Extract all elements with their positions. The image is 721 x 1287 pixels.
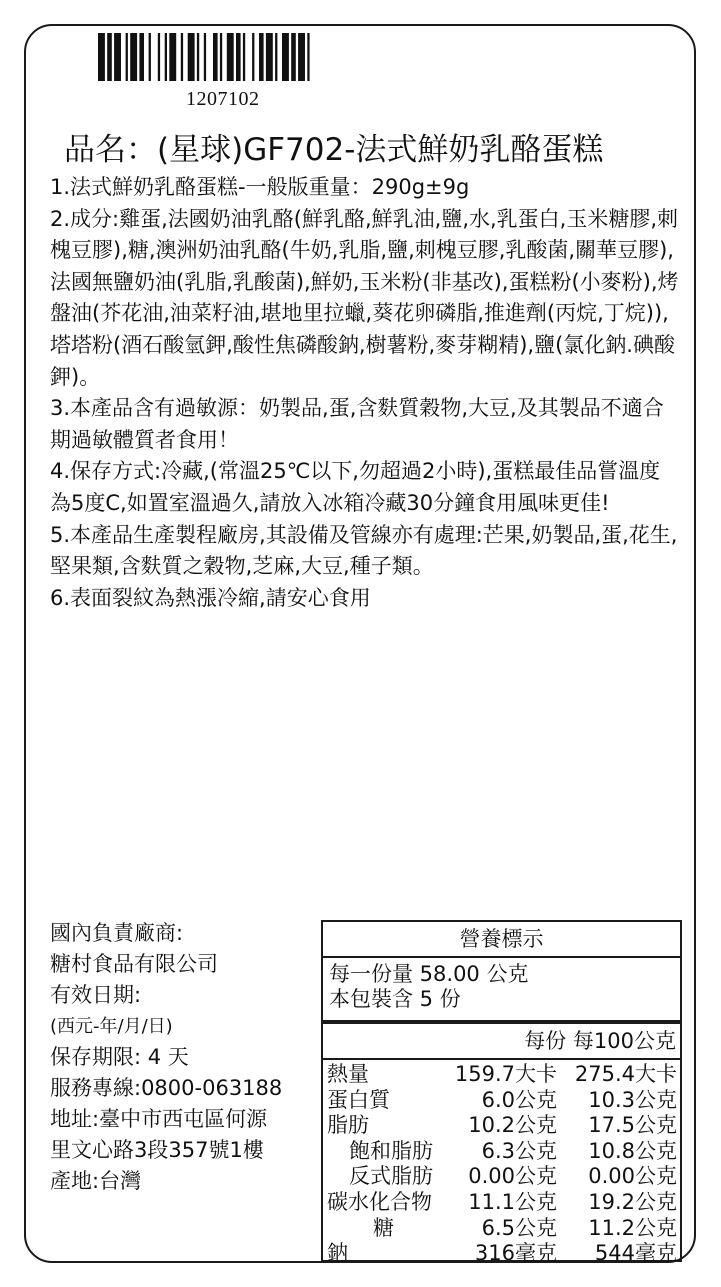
shelf-life: 保存期限: 4 天 [50, 1045, 189, 1069]
barcode-bar [197, 33, 199, 81]
barcode-bar [114, 33, 121, 81]
barcode-bar [236, 33, 241, 81]
manufacturer-label: 國內負責廠商: [50, 921, 184, 945]
expiry-label: 有效日期: [50, 983, 142, 1007]
nutrient-per-100g: 11.2公克 [588, 1215, 677, 1240]
servings-per-pack: 本包裝含 5 份 [329, 987, 461, 1011]
nutrient-per-100g: 544毫克 [594, 1241, 677, 1266]
nutrient-name: 熱量 [327, 1062, 369, 1086]
nutrient-per-serving: 0.00公克 [468, 1164, 557, 1189]
serving-size: 每一份量 58.00 公克 [329, 962, 529, 986]
barcode-bar [282, 33, 289, 81]
barcode-bar [126, 33, 128, 81]
nutrition-row [323, 1113, 680, 1139]
nutrient-name: 糖 [373, 1215, 394, 1240]
barcode-bar [266, 33, 273, 81]
nutrition-heading: 營養標示 [323, 922, 680, 958]
manufacturer-info [50, 918, 320, 1197]
nutrient-per-serving: 6.0公克 [481, 1087, 557, 1112]
serving-info [323, 958, 680, 1024]
barcode-bar [158, 33, 160, 81]
nutrient-per-100g: 19.2公克 [588, 1189, 677, 1214]
nutrient-per-100g: 17.5公克 [588, 1113, 677, 1138]
barcode-icon [98, 33, 368, 81]
nutrient-name: 碳水化合物 [327, 1189, 432, 1214]
nutrition-rows [323, 1060, 680, 1267]
storage-paragraph: 4.保存方式:冷藏,(常溫25℃以下,勿超過2小時),蛋糕最佳品嘗溫度為5度C,如置室溫過久,請放入冰箱冷藏30分鐘食用風味更佳! [50, 459, 661, 515]
nutrition-row [323, 1062, 680, 1088]
barcode-bar [291, 33, 296, 81]
barcode-bar [259, 33, 264, 81]
nutrition-row [323, 1190, 680, 1216]
allergen-paragraph: 3.本產品含有過敏源：奶製品,蛋,含麩質穀物,大豆,及其製品不適合期過敏體質者食用！ [50, 396, 664, 452]
barcode-bar [252, 33, 254, 81]
nutrition-row [323, 1216, 680, 1242]
nutrient-per-100g: 10.8公克 [588, 1138, 677, 1163]
nutrient-per-serving: 316毫克 [474, 1241, 557, 1266]
nutrient-name: 蛋白質 [327, 1087, 390, 1112]
barcode-bar [204, 33, 206, 81]
barcode-bar [149, 33, 151, 81]
nutrient-per-100g: 0.00公克 [588, 1164, 677, 1189]
nutrition-row [323, 1164, 680, 1190]
product-title: 品名：(星球)GF702-法式鮮奶乳酪蛋糕 [64, 132, 604, 168]
nutrient-per-100g: 275.4大卡 [574, 1062, 677, 1086]
manufacturer-name: 糖村食品有限公司 [50, 952, 218, 976]
ingredients-paragraph: 2.成分:雞蛋,法國奶油乳酪(鮮乳酪,鮮乳油,鹽,水,乳蛋白,玉米糖膠,刺槐豆膠),糖,澳洲奶油乳酪(牛奶,乳脂,鹽,刺槐豆膠,乳酸菌,關華豆膠),法國無鹽奶油(乳脂,乳酸菌),鮮奶,玉米粉(非基改),蛋糕粉(小麥粉),烤盤油(芥花油,油菜籽油,堪地里拉蠟,葵花卵磷脂,推進劑(丙烷,丁烷)),塔塔粉(酒石酸氫鉀,酸性焦磷酸鈉,樹薯粉,麥芽糊精),鹽(氯化鈉.碘酸鉀)。 [50, 206, 679, 389]
barcode-bar [169, 33, 176, 81]
nutrient-per-serving: 6.5公克 [481, 1215, 557, 1240]
barcode-bar [139, 33, 144, 81]
facility-paragraph: 5.本產品生產製程廠房,其設備及管線亦有處理:芒果,奶製品,蛋,花生,堅果類,含麩質之穀物,芝麻,大豆,種子類。 [50, 522, 678, 579]
nutrient-per-serving: 10.2公克 [468, 1113, 557, 1138]
address-line-1: 地址:臺中市西屯區何源 [50, 1107, 268, 1131]
barcode-bar [243, 33, 245, 81]
column-per-100g: 每100公克 [572, 1029, 676, 1053]
barcode-bar [227, 33, 234, 81]
nutrient-name: 反式脂肪 [349, 1164, 433, 1189]
nutrient-per-serving: 159.7大卡 [454, 1062, 557, 1086]
nutrition-row [323, 1139, 680, 1165]
address-line-2: 里文心路3段357號1樓 [50, 1138, 264, 1162]
nutrient-name: 脂肪 [327, 1113, 369, 1138]
weight-paragraph: 1.法式鮮奶乳酪蛋糕-一般版重量：290g±9g [50, 175, 470, 199]
barcode-bar [107, 33, 112, 81]
nutrition-row [323, 1088, 680, 1114]
barcode-bar [181, 33, 183, 81]
nutrition-column-headers [323, 1024, 680, 1060]
product-description [50, 172, 680, 614]
barcode-bar [98, 33, 105, 81]
nutrient-per-serving: 6.3公克 [481, 1138, 557, 1163]
nutrient-per-100g: 10.3公克 [588, 1087, 677, 1112]
expiry-format: (西元-年/月/日) [50, 1016, 173, 1037]
nutrition-facts-table [321, 920, 682, 1266]
barcode-bar [298, 33, 305, 81]
barcode-bar [213, 33, 218, 81]
nutrient-per-serving: 11.1公克 [468, 1189, 557, 1214]
barcode-bar [275, 33, 277, 81]
barcode-number: 1207102 [186, 88, 260, 110]
barcode-bar [188, 33, 195, 81]
nutrient-name: 飽和脂肪 [349, 1138, 433, 1163]
column-per-serving: 每份 [524, 1029, 567, 1053]
barcode-bar [220, 33, 222, 81]
origin: 產地:台灣 [50, 1169, 142, 1193]
nutrient-name: 鈉 [327, 1241, 348, 1266]
barcode-bar [130, 33, 137, 81]
nutrition-row [323, 1241, 680, 1267]
barcode-bar [165, 33, 167, 81]
service-hotline: 服務專線:0800-063188 [50, 1076, 283, 1100]
barcode-bar [307, 33, 309, 81]
surface-note-paragraph: 6.表面裂紋為熱漲冷縮,請安心食用 [50, 585, 371, 610]
